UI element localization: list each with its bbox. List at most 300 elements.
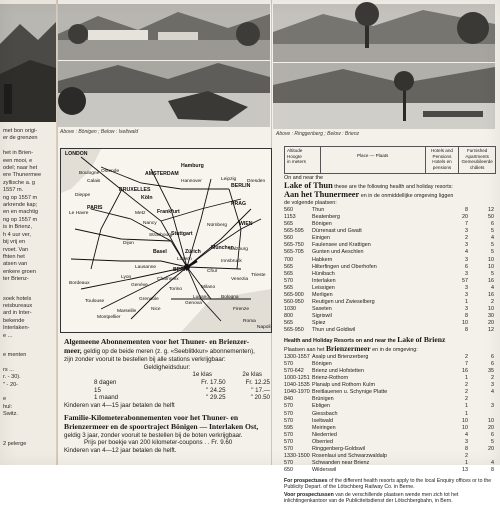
strip-line: het in Brien- [3, 150, 34, 157]
map-city-label: PRAG [231, 201, 246, 207]
map-city-label: Trieste [251, 273, 266, 278]
map-city-label: Stuttgart [171, 231, 193, 237]
map-city-label: Calais [87, 179, 101, 184]
resort-cell-hotels: 1 [465, 298, 468, 305]
resort-cell-hotels: 3 [465, 291, 468, 298]
strip-line: hul: [3, 403, 13, 410]
resort-cell-altitude: 560-950 [284, 298, 304, 305]
resort-cell-altitude: 1300-1557 [284, 354, 310, 361]
family-title: Familie-Kilometerabonnementen voor het Thuner- en Brienzermeer en de spoortraject Bönigen — Interlaken Ost, [64, 413, 259, 431]
resort-cell-flats: 5 [491, 249, 494, 256]
strip-line: een mooi, e [3, 157, 33, 164]
validity-cell: Fr. 17.50 [201, 378, 226, 386]
strip-line [3, 433, 55, 440]
resort-row [284, 375, 496, 382]
resort-cell-hotels: 16 [462, 368, 468, 375]
header-hotels: Hotels and Pensions Hotels en pensions [426, 147, 460, 173]
resort-cell-flats: 2 [491, 375, 494, 382]
resort-row [284, 292, 496, 299]
resort-cell-place: Sigriswil [312, 312, 332, 319]
validity-cell: 1 maand [94, 394, 119, 402]
map-city-label: Genova [185, 301, 202, 306]
resort-row [284, 460, 496, 467]
strip-line: zyllische a. g [3, 179, 36, 186]
validity-row [64, 394, 270, 402]
resort-cell-place: Thun und Goldiwil [312, 326, 356, 333]
map-label-london: LONDON [65, 151, 88, 157]
resort-cell-place: Hilterfingen und Oberhofen [312, 263, 377, 270]
map-city-label: Innsbruck [221, 259, 242, 264]
resort-cell-flats: 4 [491, 284, 494, 291]
photo-brienz [273, 63, 495, 129]
resort-cell-altitude: 1030 [284, 305, 296, 312]
resort-cell-altitude: 570 [284, 277, 293, 284]
resort-cell-hotels: 8 [465, 207, 468, 214]
abonnement-desc2: zijn zonder vooruit te bestellen bij alle stations verkrijgbaar: [64, 356, 226, 364]
map-city-label: Torino [169, 287, 183, 292]
resort-cell-hotels: 7 [465, 221, 468, 228]
header-altitude: Altitude Hoogte in meters [285, 147, 321, 173]
resort-cell-altitude: 570 [284, 361, 293, 368]
resort-cell-flats: 12 [488, 326, 494, 333]
resort-row [284, 320, 496, 327]
resort-cell-flats: 30 [488, 312, 494, 319]
resort-cell-hotels: 2 [465, 452, 468, 459]
resort-row [284, 249, 496, 256]
resort-cell-altitude: 560 [284, 207, 293, 214]
resort-row [284, 235, 496, 242]
resort-cell-place: Niederried [312, 431, 337, 438]
resort-cell-flats: 20 [488, 319, 494, 326]
resort-cell-place: Einigen [312, 235, 330, 242]
resort-cell-hotels: 2 [465, 389, 468, 396]
validity-cell: 15 [94, 386, 101, 394]
resort-cell-flats: 4 [491, 235, 494, 242]
resorts-table-header [284, 146, 496, 174]
resort-cell-place: Beatenberg [312, 214, 340, 221]
family-price: Prijs per boekje van 200 kilometer-coupons . . Fr. 9.60 [84, 439, 233, 447]
resort-cell-altitude: 800 [284, 312, 293, 319]
resort-cell-place: Merligen [312, 291, 333, 298]
resort-cell-place: Dürrenast und Gwatt [312, 228, 362, 235]
resort-cell-flats: 3 [491, 403, 494, 410]
resort-row [284, 389, 496, 396]
validity-row [64, 379, 270, 387]
map-city-label: Genève [131, 283, 148, 288]
resort-cell-flats [468, 453, 494, 460]
resort-cell-altitude: 595 [284, 424, 293, 431]
resort-cell-altitude: 570 [284, 459, 293, 466]
resort-cell-flats: 6 [491, 221, 494, 228]
resort-cell-flats: 10 [488, 305, 494, 312]
section-thun-heading: On and near the Lake of Thun these are the following health and holiday resorts: Aan het Thunermeer en in de onmiddellijke omgeving liggen de volgende plaatsen: [284, 175, 454, 207]
resort-cell-place: Leissigen [312, 284, 335, 291]
resort-cell-hotels: 3 [465, 270, 468, 277]
map-city-label: Chamonix [157, 277, 179, 282]
resort-cell-hotels: 8 [465, 445, 468, 452]
resort-cell-place: Brienz und Hofstetten [312, 368, 364, 375]
resort-cell-flats: 16 [488, 277, 494, 284]
resort-cell-place: Gunten und Aeschlen [312, 249, 364, 256]
resort-cell-place: Breitlauenen u. Schynige Platte [312, 389, 388, 396]
resort-cell-hotels: 10 [462, 424, 468, 431]
map-city-label: AMSTERDAM [145, 171, 179, 177]
railway-map [60, 148, 272, 333]
map-city-label: Venezia [231, 277, 249, 282]
resort-cell-altitude: 565 [284, 221, 293, 228]
map-city-label: Lyon [121, 275, 132, 280]
resort-row [284, 453, 496, 460]
resort-cell-altitude: 565-900 [284, 291, 304, 298]
map-city-label: Nice [151, 307, 161, 312]
resort-cell-place: Ebligen [312, 403, 330, 410]
resort-cell-hotels: 57 [462, 277, 468, 284]
resort-cell-hotels: 2 [465, 382, 468, 389]
resort-cell-place: Bönigen [312, 361, 332, 368]
resort-cell-altitude: 570 [284, 438, 293, 445]
resort-cell-hotels: 1 [465, 375, 468, 382]
brienz-resort-list [284, 354, 496, 474]
strip-line [3, 143, 55, 150]
map-city-label: Nancy [143, 221, 157, 226]
resort-cell-flats: 16 [488, 291, 494, 298]
resort-cell-flats: 8 [491, 466, 494, 473]
resort-cell-flats: 6 [491, 354, 494, 361]
resort-cell-flats: 4 [491, 459, 494, 466]
strip-line: rs ... [3, 366, 14, 373]
map-city-label: Leipzig [221, 177, 237, 182]
map-city-label: Bordeaux [69, 281, 90, 286]
resort-cell-place: Giessbach [312, 410, 338, 417]
resort-cell-hotels: 2 [465, 396, 468, 403]
resort-cell-flats: 5 [491, 228, 494, 235]
resort-cell-flats: 6 [491, 361, 494, 368]
prospectus-note-nl: Voor prospectussen van de verschillende plaatsen wende men zich tot het inlichtingenkantoor van de Publiciteitsdienst der Lötschbergbahn, in Bern. [284, 491, 459, 505]
validity-cell: " 20.50 [250, 394, 270, 402]
resort-row [284, 403, 496, 410]
resorts-table [284, 146, 496, 505]
resort-cell-place: Rosenlaui und Schwarzwaldalp [312, 452, 387, 459]
family-desc: geldig 3 jaar, zonder vooruit te bestellen bij de boten verkrijgbaar. [64, 431, 243, 439]
resort-cell-altitude: 1000-1251 [284, 375, 310, 382]
strip-line: en en machtig [3, 209, 39, 216]
resort-cell-altitude: 565-705 [284, 249, 304, 256]
strip-line: ng op 1557 m [3, 216, 38, 223]
prospectus-note-en: For prospectuses of the different health resorts apply to the local Enquiry offices or to the Publicity Depart. of the Lötschberg Railway Co. in Berne. [284, 477, 492, 491]
strip-line: ter Brienz- [3, 276, 29, 283]
resort-cell-place: Brienz-Rothorn [312, 375, 349, 382]
resort-cell-flats: 4 [491, 389, 494, 396]
caption-right: Above : Ringgenberg ; Below : Brienz [276, 131, 360, 137]
strip-line: bij vrij en [3, 239, 26, 246]
photo-ringgenberg [273, 4, 495, 62]
validity-cell: " 17.— [251, 386, 270, 394]
map-city-label: PARIS [87, 205, 103, 211]
resort-cell-place: Reutigen und Zwieselberg [312, 298, 375, 305]
map-city-label: Köln [141, 195, 153, 201]
resort-row [284, 207, 496, 214]
strip-line: soek hotels [3, 295, 32, 302]
resort-cell-hotels: 20 [462, 214, 468, 221]
map-city-label: BRUXELLES [119, 187, 151, 193]
resort-row [284, 425, 496, 432]
resort-cell-altitude: 840 [284, 396, 293, 403]
resort-row [284, 271, 496, 278]
strip-line: e [3, 396, 7, 403]
map-city-label: Lausanne [135, 265, 157, 270]
resort-cell-flats: 3 [491, 382, 494, 389]
map-city-label: Boulogne [79, 171, 100, 176]
resort-cell-flats: 10 [488, 256, 494, 263]
family-children: Kinderen van 4—12 jaar betalen de helft. [64, 446, 177, 454]
validity-cell: 8 dagen [94, 378, 117, 386]
map-city-label: Hannover [181, 179, 202, 184]
abonnement-title: Algemeene Abonnementen voor het Thuner- en Brienzer- meer, geldig op de beide meren (z. g. «Seeblitkkur» abonnementen), [64, 337, 255, 355]
strip-line: rvoet. Van [3, 246, 29, 253]
map-city-label: Montpellier [97, 315, 121, 320]
resort-cell-flats: 6 [491, 431, 494, 438]
resort-cell-place: Spiez [312, 319, 326, 326]
resort-cell-hotels: 10 [462, 417, 468, 424]
resort-cell-hotels: 1 [465, 410, 468, 417]
resort-cell-flats: 10 [488, 417, 494, 424]
map-city-label: Le Havre [69, 211, 89, 216]
resort-row [284, 221, 496, 228]
resort-cell-altitude: 1330-1500 [284, 452, 310, 459]
left-strip-text [3, 128, 55, 448]
resort-cell-altitude: 565 [284, 263, 293, 270]
strip-line: e menten [3, 351, 27, 358]
map-city-label: Basel [153, 249, 167, 255]
resort-cell-altitude: 565-595 [284, 228, 304, 235]
resort-cell-place: Iseltwald [312, 417, 333, 424]
validity-row [64, 387, 270, 395]
resort-cell-place: Planalp und Rothorn Kulm [312, 382, 375, 389]
photo-boenigen [58, 4, 270, 60]
resort-cell-flats: 5 [491, 438, 494, 445]
resort-row [284, 439, 496, 446]
resort-row [284, 313, 496, 320]
map-city-label: Roma [243, 319, 256, 324]
map-city-label: Ostende [101, 169, 120, 174]
map-city-label: Milano [201, 285, 216, 290]
resort-cell-altitude: 1040-1535 [284, 382, 310, 389]
resort-cell-hotels: 1 [465, 459, 468, 466]
map-city-label: Firenze [233, 307, 249, 312]
resort-cell-place: Thun [312, 207, 325, 214]
resort-cell-flats: 20 [488, 445, 494, 452]
strip-line: Interlaken- [3, 325, 30, 332]
resort-cell-hotels: 3 [465, 284, 468, 291]
strip-line: atsen van [3, 261, 28, 268]
validity-cell: " 29.25 [206, 394, 226, 402]
resort-row [284, 299, 496, 306]
map-city-label: Napoli [257, 325, 271, 330]
resort-row [284, 361, 496, 368]
resort-row [284, 418, 496, 425]
strip-line: bekende [3, 317, 25, 324]
strip-line [3, 419, 55, 426]
resort-cell-hotels: 4 [465, 249, 468, 256]
resort-cell-hotels: 3 [465, 242, 468, 249]
resort-cell-hotels: 2 [465, 354, 468, 361]
map-city-label: Metz [135, 211, 146, 216]
validity-header: Geldigheidsduur: [143, 363, 191, 371]
resort-cell-place: Axalp und Brienzerberg [312, 354, 369, 361]
resort-row [284, 411, 496, 418]
resort-cell-altitude: 570 [284, 410, 293, 417]
resort-row [284, 368, 496, 375]
resort-cell-flats: 12 [488, 207, 494, 214]
resort-cell-hotels: 8 [465, 326, 468, 333]
resort-row [284, 228, 496, 235]
caption-left: Above : Bönigen ; Below : Iseltwald [60, 129, 139, 135]
strip-line [3, 359, 55, 366]
map-city-label: Strasbourg [149, 233, 173, 238]
resort-row [284, 278, 496, 285]
map-city-label: Dijon [123, 241, 134, 246]
resort-row [284, 214, 496, 221]
header-place: Place — Plaats [321, 147, 426, 173]
resort-cell-altitude: 565 [284, 319, 293, 326]
strip-line: 1557 m. [3, 187, 24, 194]
resort-row [284, 432, 496, 439]
strip-line: reisbureaux [3, 302, 33, 309]
validity-cell: " 24.25 [206, 386, 226, 394]
header-flats: Furnished Apartments Gemeubileerde châlets [461, 148, 493, 170]
strip-line: e ... [3, 332, 13, 339]
left-strip [0, 0, 57, 465]
strip-line: arkrende kap; [3, 202, 38, 209]
map-city-label: Lugano [193, 295, 210, 300]
resort-cell-place: Habkern [312, 256, 333, 263]
map-city-label: WIEN [239, 221, 253, 227]
resort-cell-place: Wilderswil [312, 466, 337, 473]
resort-cell-flats: 2 [491, 298, 494, 305]
map-city-label: Toulouse [85, 299, 105, 304]
resort-cell-altitude: 565 [284, 270, 293, 277]
strip-line: ng op 1557 m [3, 194, 38, 201]
resort-cell-hotels: 6 [465, 263, 468, 270]
resort-cell-hotels: 3 [465, 305, 468, 312]
strip-line: enkere groen [3, 268, 36, 275]
abonnement-children-note: Kinderen van 4—15 jaar betalen de helft [64, 401, 175, 409]
resort-cell-altitude: 570 [284, 445, 293, 452]
resort-cell-hotels: 13 [462, 466, 468, 473]
resort-cell-hotels: 10 [462, 319, 468, 326]
resort-cell-altitude: 700 [284, 256, 293, 263]
resort-row [284, 446, 496, 453]
map-city-label: Chur [207, 269, 218, 274]
resort-row [284, 264, 496, 271]
strip-line: r. - 30). [3, 374, 21, 381]
map-city-label: Bologna [221, 295, 239, 300]
resort-row [284, 306, 496, 313]
strip-line [3, 426, 55, 433]
map-city-label: Salzburg [229, 247, 248, 252]
resort-row [284, 327, 496, 334]
strip-line: Switz. [3, 411, 18, 418]
resort-cell-altitude: 565-750 [284, 242, 304, 249]
strip-line: er de grenzen [3, 135, 38, 142]
validity-cell: Fr. 12.25 [245, 378, 270, 386]
resort-cell-place: Hünibach [312, 270, 335, 277]
resort-cell-place: Bönigen [312, 221, 332, 228]
map-city-label: BERLIN [231, 183, 251, 189]
resort-cell-place: Interlaken [312, 277, 336, 284]
thun-resort-list [284, 207, 496, 334]
resort-cell-altitude: 570 [284, 417, 293, 424]
season-tickets-section [64, 338, 270, 454]
resort-row [284, 285, 496, 292]
resort-row [284, 467, 496, 474]
section-brienz-heading: Health and Holiday Resorts on and near the Lake of Brienz Plaatsen aan het Brienzermeer en in de omgeving: [284, 335, 446, 354]
resort-cell-place: Oberried [312, 438, 333, 445]
strip-line: ard in Inter- [3, 310, 32, 317]
resort-cell-hotels: 3 [465, 256, 468, 263]
map-city-label: München [211, 245, 234, 251]
class-header-row: 1e klas 2e klas [192, 371, 262, 379]
strip-line: met bon origi- [3, 128, 38, 134]
map-city-label: Luzern [177, 257, 192, 262]
resort-cell-hotels: 8 [465, 312, 468, 319]
strip-line: is in Brienz, [3, 224, 32, 231]
resort-cell-place: Schwanden near Brienz [312, 459, 370, 466]
resort-cell-hotels: 4 [465, 431, 468, 438]
strip-line: fhten het [3, 253, 25, 260]
resort-cell-altitude: 560 [284, 235, 293, 242]
strip-line [3, 389, 55, 396]
resort-cell-flats: 35 [488, 368, 494, 375]
map-city-label: Frankfurt [157, 209, 180, 215]
map-city-label: Nürnberg [207, 223, 227, 228]
resort-cell-flats: 5 [491, 270, 494, 277]
strip-line: 2 pelerge [3, 440, 27, 447]
strip-line: ere Thunermee [3, 172, 42, 179]
map-city-label: Zürich [185, 249, 201, 255]
map-city-label: BERN [173, 267, 188, 273]
resort-cell-place: Saxeten [312, 305, 332, 312]
resort-cell-altitude: 565-950 [284, 326, 304, 333]
resort-row [284, 382, 496, 389]
resort-row [284, 396, 496, 403]
map-city-label: Dresden [247, 179, 266, 184]
photo-iseltwald [58, 61, 270, 127]
resort-cell-place: Meiringen [312, 424, 336, 431]
resort-cell-place: Brünigen [312, 396, 334, 403]
resort-row [284, 242, 496, 249]
resort-cell-altitude: 570 [284, 403, 293, 410]
resort-cell-altitude: 1153 [284, 214, 296, 221]
map-city-label: Grenoble [139, 297, 159, 302]
strip-line: " - 20- [3, 381, 19, 388]
map-city-label: Marseille [117, 309, 137, 314]
strip-line: h 4 uur ver, [3, 231, 31, 238]
resort-cell-altitude: 570 [284, 431, 293, 438]
resort-cell-flats: 5 [491, 242, 494, 249]
resort-cell-hotels: 3 [465, 438, 468, 445]
map-city-label: Hamburg [181, 163, 204, 169]
resort-cell-flats [468, 411, 494, 418]
resort-cell-altitude: 650 [284, 466, 293, 473]
resort-cell-hotels: 2 [465, 235, 468, 242]
resort-cell-hotels: 3 [465, 228, 468, 235]
left-strip-photo [0, 4, 56, 122]
resort-cell-place: Ringgenberg-Goldswil [312, 445, 366, 452]
resort-cell-flats: 10 [488, 263, 494, 270]
resort-cell-flats: 20 [488, 424, 494, 431]
resort-row [284, 257, 496, 264]
